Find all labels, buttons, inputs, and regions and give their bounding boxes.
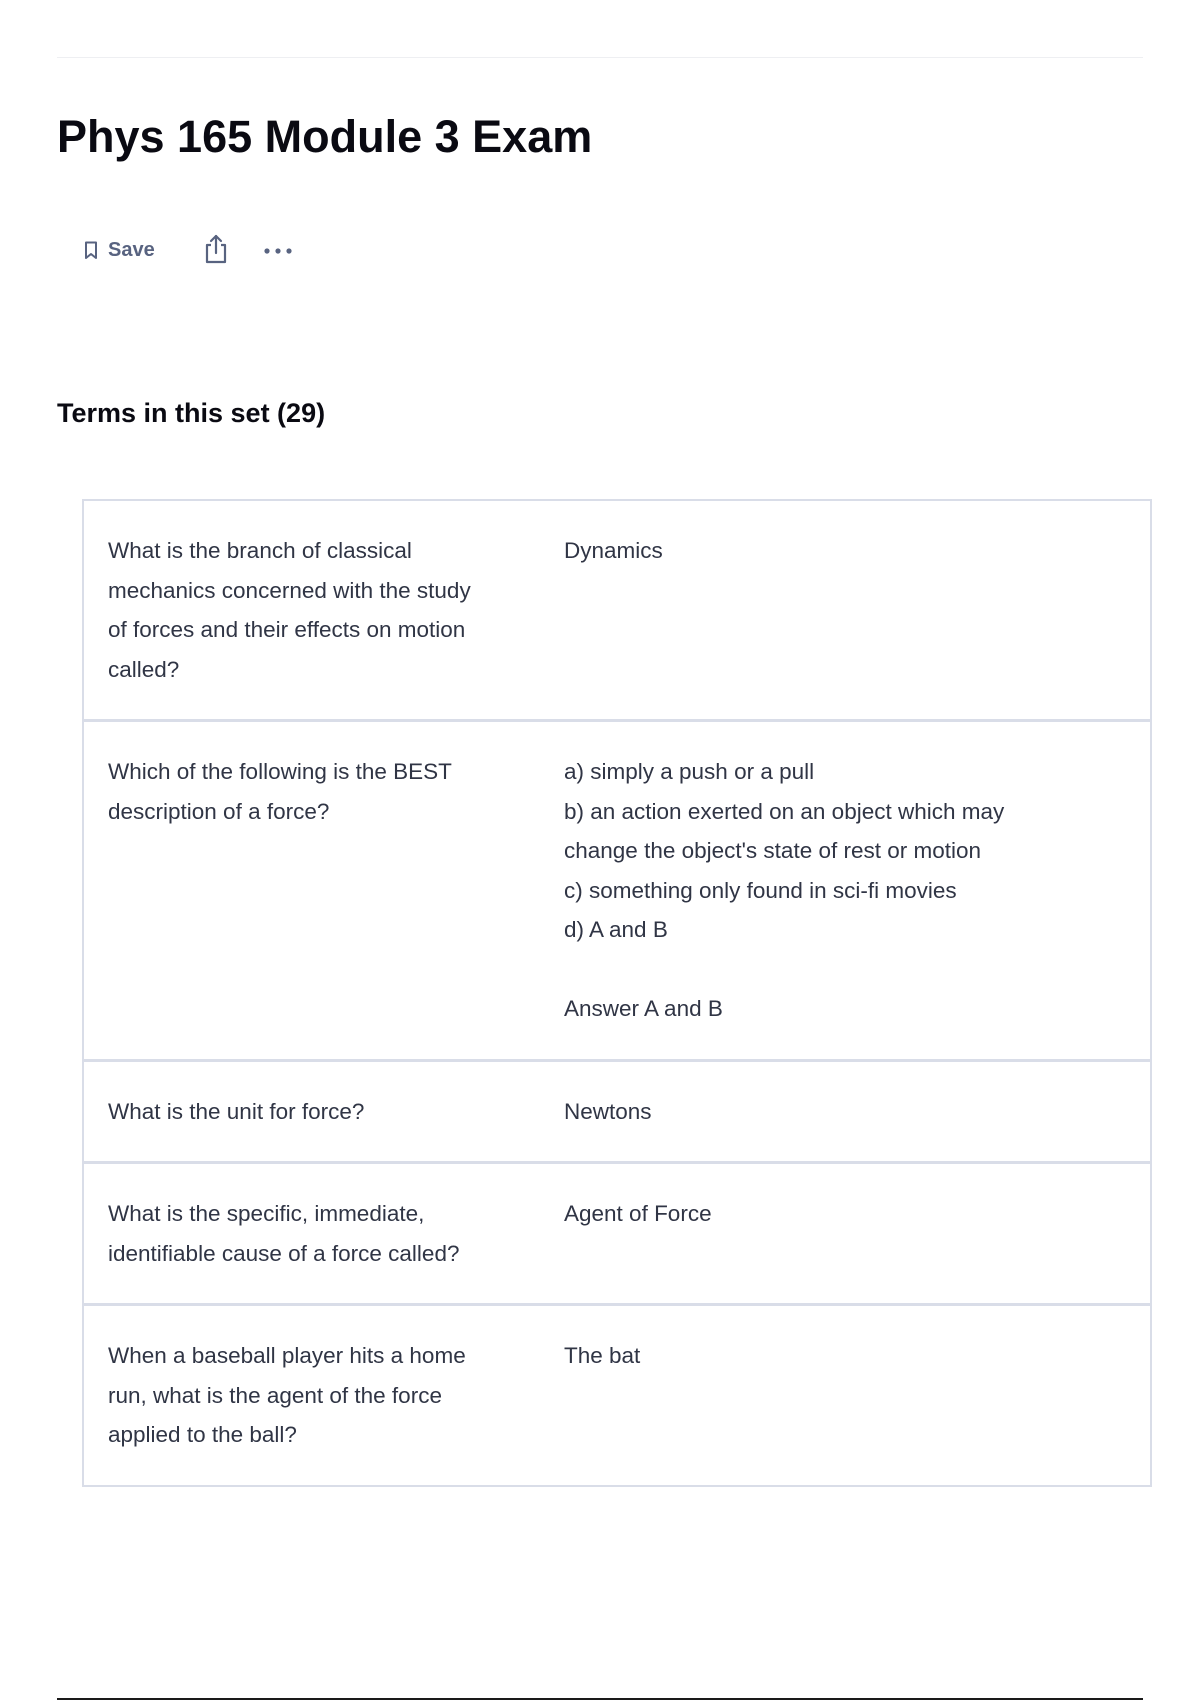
definition-text: a) simply a push or a pull b) an action exerted on an object which may change the object's state of rest or motion c) something only found in sci-fi movies d) A and B Answer A and B — [564, 759, 1005, 1021]
more-horizontal-icon — [263, 243, 293, 258]
page-title: Phys 165 Module 3 Exam — [57, 111, 593, 162]
terms-heading: Terms in this set (29) — [57, 398, 326, 428]
more-options-button[interactable] — [263, 243, 293, 258]
term-row — [84, 501, 1150, 719]
share-icon — [203, 234, 229, 267]
definition-text: Agent of Force — [564, 1201, 712, 1226]
term-row — [84, 1059, 1150, 1162]
definition-text: The bat — [564, 1343, 641, 1368]
terms-table — [82, 499, 1152, 1487]
term-text: What is the branch of classical mechanics concerned with the study of forces and their effects on motion called? — [108, 538, 471, 682]
definition-text: Newtons — [564, 1098, 652, 1124]
set-toolbar — [84, 232, 293, 268]
definition-text: Dynamics — [564, 538, 663, 563]
save-label: Save — [108, 238, 155, 261]
term-text: Which of the following is the BEST description of a force? — [108, 759, 452, 824]
term-row — [84, 719, 1150, 1059]
bookmark-icon — [84, 241, 98, 260]
term-text: What is the specific, immediate, identifiable cause of a force called? — [108, 1201, 460, 1266]
term-row — [84, 1303, 1150, 1485]
term-text: What is the unit for force? — [108, 1098, 365, 1124]
term-row — [84, 1161, 1150, 1303]
share-button[interactable] — [203, 234, 229, 267]
save-button[interactable] — [84, 239, 155, 262]
term-text: When a baseball player hits a home run, what is the agent of the force applied to the ball? — [108, 1343, 466, 1447]
top-divider — [57, 57, 1143, 58]
